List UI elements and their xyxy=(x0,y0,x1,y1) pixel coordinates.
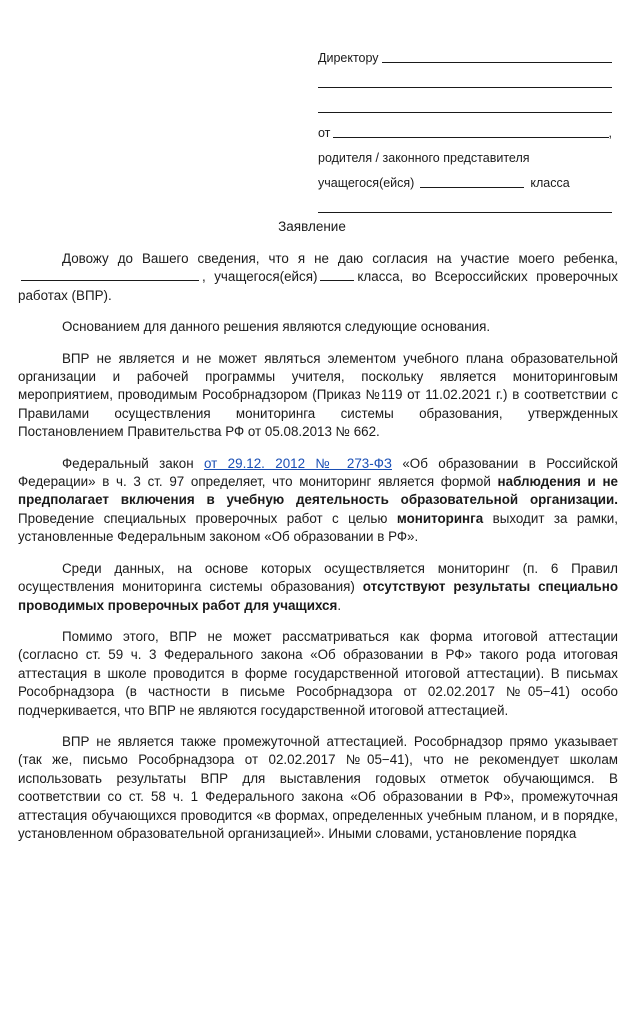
from-blank xyxy=(333,136,608,138)
student-line xyxy=(318,173,612,191)
paragraph-6: Помимо этого, ВПР не может рассматриваться как форма итоговой аттестации (согласно ст. 59 ч. 3 Федерального закона «Об образовании в РФ» такого рода итоговая аттестация в школе проводится в форме государственной итоговой аттестации). В письмах Рособрнадзора (в частности в письме Рособрнадзора от 02.02.2017 №05−41) особо подчеркивается, что ВПР не являются государственной итоговой аттестацией. xyxy=(18,628,618,718)
paragraph-4: Федеральный закон от 29.12. 2012 № 273-ФЗ «Об образовании в Российской Федерации» в ч. 3 ст. 97 определяет, что мониторинг является формой наблюдения и не предполагает включения в учебную деятельность образовательной организации. Проведение специальных проверочных работ с целью мониторинга выходит за рамки, установленные Федеральным законом «Об образовании в РФ». xyxy=(18,455,619,545)
from-label: от xyxy=(318,126,331,140)
director-label: Директору xyxy=(318,51,379,65)
document-body xyxy=(18,250,618,856)
child-class-blank xyxy=(320,270,354,281)
from-line xyxy=(318,123,612,141)
document-title: Заявление xyxy=(278,219,346,234)
paragraph-5: Среди данных, на основе которых осуществляется мониторинг (п. 6 Правил осуществления мониторинга системы образования) отсутствуют результаты специально проводимых проверочных работ для учащихся. xyxy=(18,560,618,613)
blank-line-3 xyxy=(318,198,612,216)
addressee-block xyxy=(318,48,612,223)
from-comma: , xyxy=(608,126,612,140)
child-name-blank xyxy=(21,270,199,281)
director-line xyxy=(318,48,612,66)
paragraph-3: ВПР не является и не может являться элементом учебного плана образовательной организации и рабочей программы учителя, поскольку является мониторинговым мероприятием, проводимым Рособрнадзором (Приказ №119 от 11.02.2021 г.) в соответствии с Правилами осуществления мониторинга системы образования, утвержденных Постановлением Правительства РФ от 05.08.2013 № 662. xyxy=(18,350,618,440)
student-label: учащегося(ейся) xyxy=(318,176,415,190)
blank-line-1 xyxy=(318,73,612,91)
blank-line-2 xyxy=(318,98,612,116)
director-blank xyxy=(382,61,612,63)
class-label: класса xyxy=(530,176,570,190)
paragraph-2: Основанием для данного решения являются следующие основания. xyxy=(62,319,491,335)
student-class-blank xyxy=(420,187,524,188)
law-link[interactable]: от 29.12. 2012 № 273-ФЗ xyxy=(204,455,392,471)
paragraph-1: Довожу до Вашего сведения, что я не даю согласия на участие моего ребенка,, учащегося(ейся) класса, во Всероссийских проверочных работах (ВПР). xyxy=(18,251,619,303)
paragraph-7: ВПР не является также промежуточной аттестацией. Рособрнадзор прямо указывает (так же, письмо Рособрнадзора от 02.02.2017 №05−41), что не рекомендует школам использовать результаты ВПР для выставления годовых отметок обучающимся. В соответствии со ст. 58 ч. 1 Федерального закона «Об образовании в РФ», промежуточная аттестация обучающихся проводится «в формах, определенных учебным планом, и в порядке, установленном образовательной организацией». Иными словами, установление порядка xyxy=(18,733,618,841)
parent-label: родителя / законного представителя xyxy=(318,151,530,165)
